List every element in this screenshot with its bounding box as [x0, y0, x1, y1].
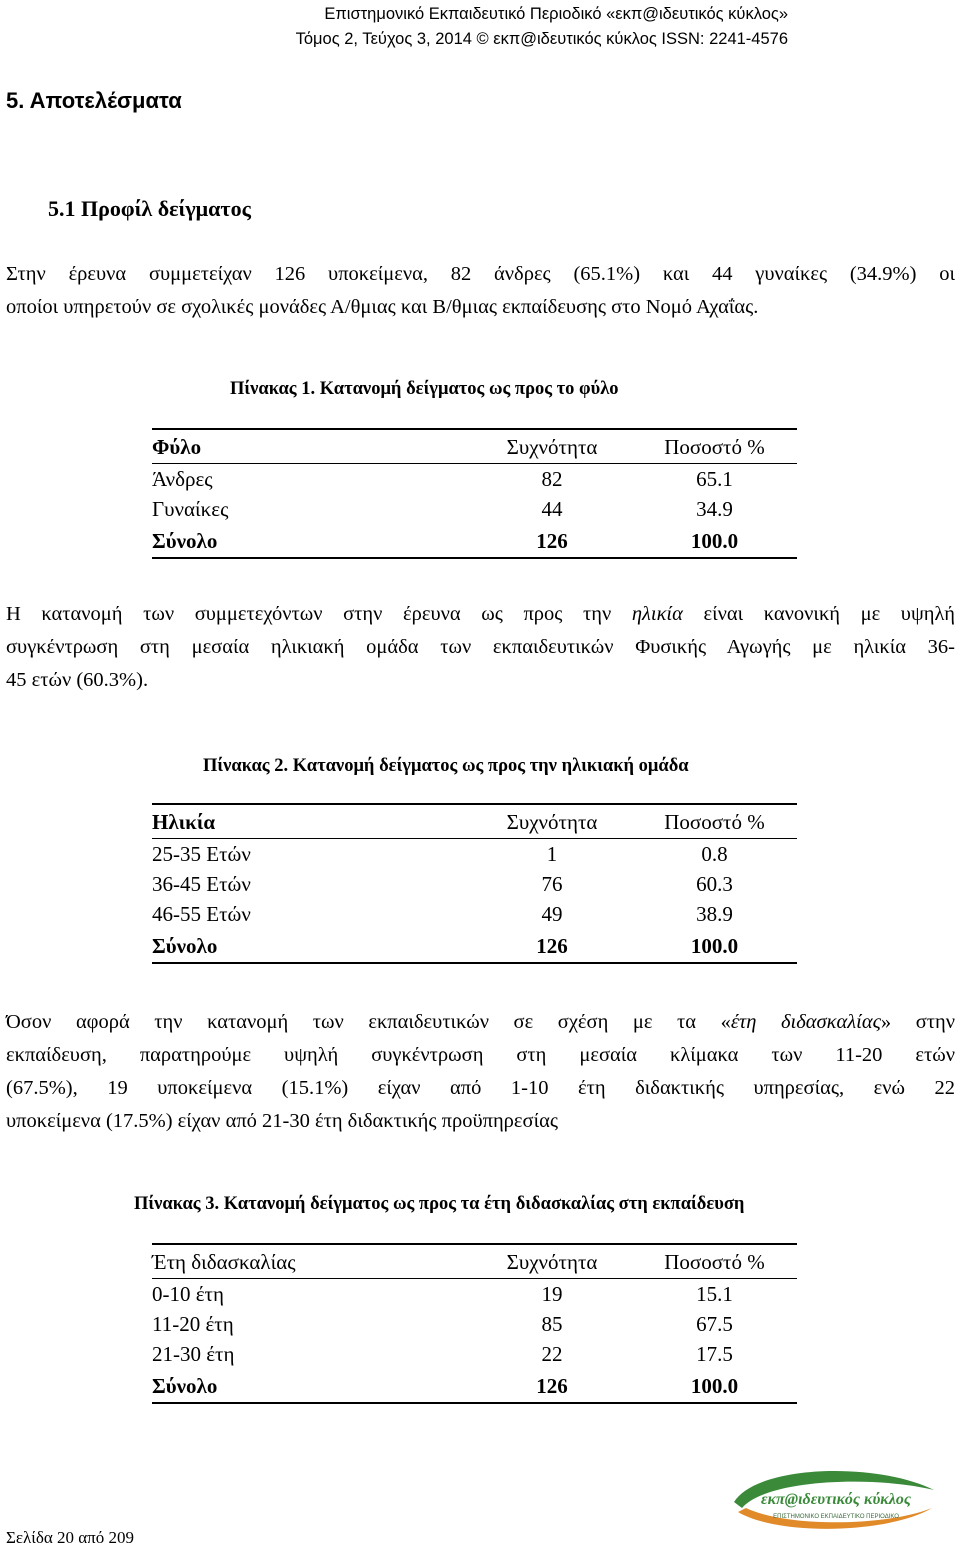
text-run: Η κατανομή των συμμετεχόντων στην έρευνα ως προς την	[6, 603, 612, 625]
caption-label: Πίνακας 2.	[203, 756, 289, 776]
paragraph-line: 45 ετών (60.3%).	[6, 669, 149, 691]
table-cell: 1	[546, 842, 558, 866]
journal-title: Επιστημονικό Εκπαιδευτικό Περιοδικό «εκπ@ιδευτικός κύκλος»	[324, 5, 788, 23]
header-cell: Συχνότητα	[482, 804, 622, 839]
table-total-row	[152, 1369, 797, 1403]
paragraph-line	[6, 598, 955, 631]
table-row	[152, 839, 797, 870]
paragraph-line	[6, 1006, 955, 1039]
paragraph-line: εκπαίδευση, παρατηρούμε υψηλή συγκέντρωση στη μεσαία κλίμακα των 11-20 ετών	[6, 1044, 955, 1066]
header-cell: Φύλο	[152, 429, 482, 464]
table-header-row	[152, 1244, 797, 1279]
paragraph-age	[6, 598, 955, 697]
paragraph-line: (67.5%), 19 υποκείμενα (15.1%) είχαν από 1-10 έτη διδακτικής υπηρεσίας, ενώ 22	[6, 1077, 955, 1099]
table-row	[152, 494, 797, 524]
caption-label: Πίνακας 1.	[230, 379, 316, 399]
table-cell: 19	[541, 1282, 563, 1306]
table-cell: 22	[541, 1342, 563, 1366]
table-row	[152, 899, 797, 929]
table-cell: 34.9	[696, 497, 733, 521]
table-row	[152, 1339, 797, 1369]
section-title: 5. Αποτελέσματα	[6, 88, 182, 113]
table-cell: 100.0	[622, 1369, 797, 1403]
table-cell: 126	[482, 1369, 622, 1403]
table-row	[152, 869, 797, 899]
table-cell: 76	[541, 872, 563, 896]
paragraph-line: Στην έρευνα συμμετείχαν 126 υποκείμενα, 82 άνδρες (65.1%) και 44 γυναίκες (34.9%) οι	[6, 263, 955, 285]
table-cell: Σύνολο	[152, 1369, 482, 1403]
table-cell: Σύνολο	[152, 929, 482, 963]
table-cell: 0.8	[701, 842, 728, 866]
header-cell: Ποσοστό %	[622, 1244, 797, 1279]
text-run: είναι κανονική με υψηλή	[703, 603, 955, 625]
table-cell: 126	[482, 524, 622, 558]
table-cell: 15.1	[696, 1282, 733, 1306]
table-cell: 25-35 Ετών	[152, 842, 251, 866]
table-cell: 44	[541, 497, 563, 521]
paragraph-line: συγκέντρωση στη μεσαία ηλικιακή ομάδα των εκπαιδευτικών Φυσικής Αγωγής με ηλικία 36-	[6, 636, 955, 658]
table-teaching-years	[152, 1243, 797, 1404]
header-cell: Ηλικία	[152, 804, 482, 839]
table-cell: 100.0	[622, 524, 797, 558]
header-cell: Συχνότητα	[482, 1244, 622, 1279]
caption-text: Κατανομή δείγματος ως προς την ηλικιακή ομάδα	[292, 756, 689, 776]
table-row	[152, 1309, 797, 1339]
paragraph-line: οποίοι υπηρετούν σε σχολικές μονάδες Α/θμιας και Β/θμιας εκπαίδευσης στο Νομό Αχαΐας.	[6, 296, 759, 318]
table-cell: Άνδρες	[152, 467, 213, 491]
table-cell: 0-10 έτη	[152, 1282, 224, 1306]
table-gender	[152, 428, 797, 559]
table-total-row	[152, 524, 797, 558]
table-cell: Σύνολο	[152, 524, 482, 558]
table-cell: 65.1	[696, 467, 733, 491]
text-run: Όσον αφορά την κατανομή των εκπαιδευτικών σε σχέση με τα «	[6, 1011, 731, 1033]
header-cell: Έτη διδασκαλίας	[152, 1244, 482, 1279]
table-row	[152, 1279, 797, 1310]
paragraph-sample-profile	[6, 258, 955, 324]
table-cell: Γυναίκες	[152, 497, 229, 521]
table-cell: 36-45 Ετών	[152, 872, 251, 896]
table-cell: 49	[541, 902, 563, 926]
table-cell: 38.9	[696, 902, 733, 926]
table-cell: 82	[541, 467, 563, 491]
table-cell: 126	[482, 929, 622, 963]
table-cell: 46-55 Ετών	[152, 902, 251, 926]
caption-text: Κατανομή δείγματος ως προς τα έτη διδασκαλίας στη εκπαίδευση	[223, 1194, 745, 1214]
emphasis-text: έτη διδασκαλίας	[730, 1011, 881, 1033]
table-header-row	[152, 429, 797, 464]
table-cell: 60.3	[696, 872, 733, 896]
text-run: » στην	[880, 1011, 956, 1033]
table-cell: 21-30 έτη	[152, 1342, 235, 1366]
table-cell: 11-20 έτη	[152, 1312, 234, 1336]
logo-subtext: ΕΠΙΣΤΗΜΟΝΙΚΟ ΕΚΠΑΙΔΕΥΤΙΚΟ ΠΕΡΙΟΔΙΚΟ	[773, 1514, 899, 1520]
caption-text: Κατανομή δείγματος ως προς το φύλο	[319, 379, 619, 399]
table-cell: 100.0	[622, 929, 797, 963]
table-cell: 67.5	[696, 1312, 733, 1336]
header-cell: Ποσοστό %	[622, 429, 797, 464]
table-row	[152, 464, 797, 495]
journal-issue: Τόμος 2, Τεύχος 3, 2014 © εκπ@ιδευτικός κύκλος ISSN: 2241-4576	[295, 30, 788, 48]
table3-caption	[134, 1194, 744, 1215]
header-cell: Συχνότητα	[482, 429, 622, 464]
paragraph-teaching-years	[6, 1006, 955, 1138]
table-cell: 17.5	[696, 1342, 733, 1366]
table2-caption	[203, 756, 689, 777]
table-cell: 85	[541, 1312, 563, 1336]
caption-label: Πίνακας 3.	[134, 1194, 220, 1214]
subsection-title: 5.1 Προφίλ δείγματος	[48, 196, 251, 221]
header-cell: Ποσοστό %	[622, 804, 797, 839]
table-header-row	[152, 804, 797, 839]
emphasis-text: ηλικία	[631, 603, 683, 625]
table1-caption	[230, 379, 619, 400]
logo-text: εκπ@ιδευτικός κύκλος	[761, 1491, 911, 1508]
journal-header	[296, 2, 788, 52]
table-total-row	[152, 929, 797, 963]
paragraph-line: υποκείμενα (17.5%) είχαν από 21-30 έτη διδακτικής προϋπηρεσίας	[6, 1110, 558, 1132]
page-number: Σελίδα 20 από 209	[6, 1528, 135, 1547]
table-age-group	[152, 803, 797, 964]
journal-logo	[728, 1468, 940, 1536]
